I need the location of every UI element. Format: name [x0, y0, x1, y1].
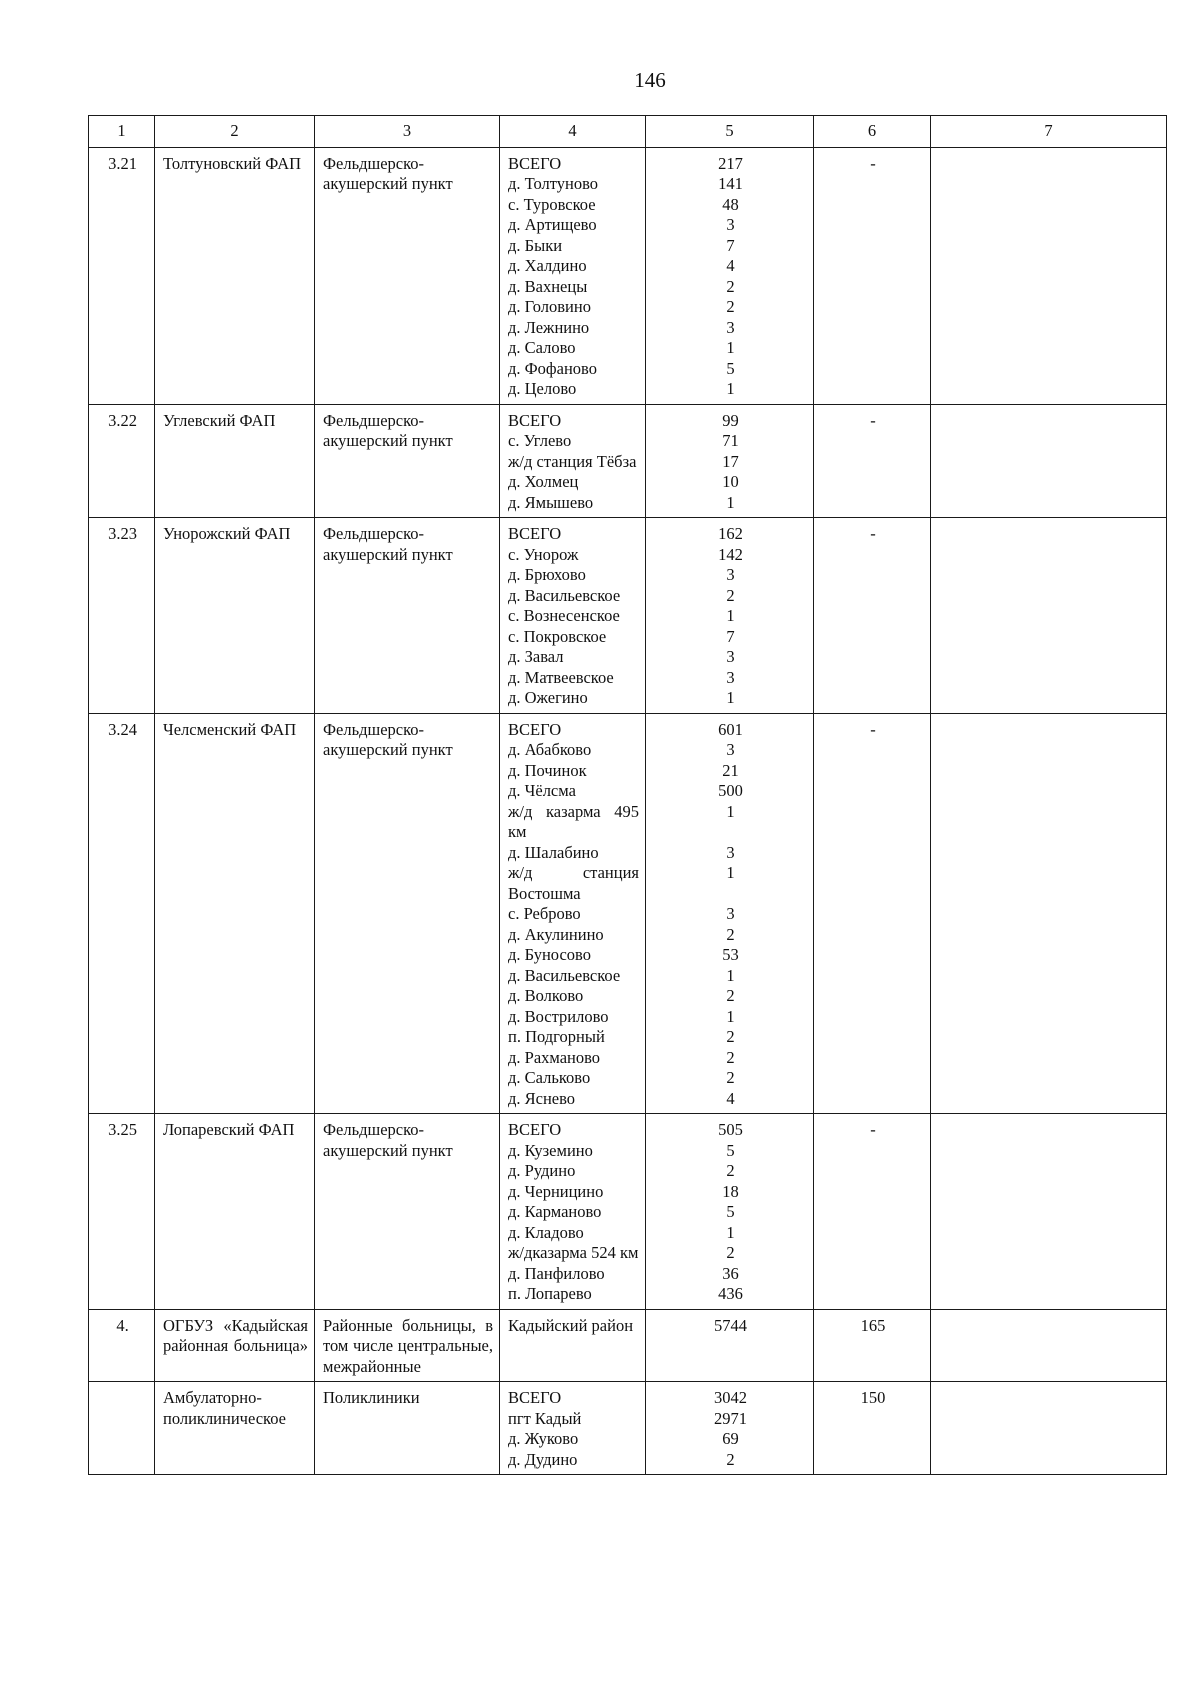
settlement-name: д. Рахманово: [508, 1047, 601, 1067]
row-number-cell: [89, 1309, 155, 1382]
table-row: [89, 1309, 1167, 1382]
settlement-name: д. Буносово: [508, 945, 591, 964]
settlement-name: с. Углево: [508, 431, 572, 450]
organization-name: Толтуновский ФАП: [163, 153, 302, 173]
population-value: 2: [726, 276, 735, 296]
settlement-name: ж/д станция: [508, 863, 639, 882]
settlement-name: д. Куземино: [508, 1140, 593, 1160]
population-value: 601: [718, 719, 743, 739]
population-value: 436: [718, 1284, 743, 1303]
settlement-name: д. Кладово: [508, 1222, 584, 1242]
settlement-name: Кадыйский район: [508, 1315, 634, 1335]
population-cell: [646, 1309, 814, 1382]
facility-type-cell: [315, 1114, 500, 1310]
population-value: 71: [722, 431, 739, 450]
settlement-name: д. Салово: [508, 338, 576, 357]
column-6-value: -: [870, 1120, 876, 1139]
row-number: 3.24: [108, 719, 137, 739]
settlements-cell: [500, 713, 646, 1114]
population-value: 4: [726, 1088, 735, 1108]
settlements-cell: [500, 404, 646, 518]
settlement-name: д. Артищево: [508, 215, 597, 234]
settlement-name: ВСЕГО: [508, 1120, 562, 1139]
population-value: 1: [726, 606, 735, 625]
population-cell: [646, 404, 814, 518]
population-value: 217: [718, 153, 743, 173]
settlement-name: с. Реброво: [508, 904, 581, 923]
settlement-name: ж/д казарма 495: [508, 801, 639, 821]
settlement-name: д. Холмец: [508, 472, 579, 491]
table-row: [89, 147, 1167, 404]
column-6-value: 165: [860, 1315, 886, 1335]
header-cell: 1: [89, 116, 155, 148]
population-value: 3: [726, 317, 735, 337]
settlement-name: д. Вострилово: [508, 1006, 609, 1026]
facilities-table: [88, 115, 1167, 1475]
population-value: 1: [726, 863, 735, 882]
table-row: [89, 518, 1167, 714]
row-number: 3.22: [108, 410, 137, 430]
facility-type-line: Фельдшерско-: [323, 1120, 425, 1139]
column-7-cell: [931, 518, 1167, 714]
table-row: [89, 1382, 1167, 1475]
population-value: 5: [726, 358, 735, 378]
column-7-cell: [931, 1382, 1167, 1475]
settlement-name: ВСЕГО: [508, 719, 562, 739]
population-value: 3: [726, 647, 735, 666]
organization-name: Лопаревский ФАП: [163, 1120, 295, 1139]
row-number: 4.: [116, 1315, 129, 1335]
population-value: 3: [726, 215, 735, 234]
column-6-cell: [814, 713, 931, 1114]
facility-type-cell: [315, 147, 500, 404]
population-cell: [646, 1382, 814, 1475]
header-cell: 6: [814, 116, 931, 148]
settlement-name: д. Волково: [508, 986, 584, 1005]
population-value: 141: [718, 174, 743, 193]
organization-cell: [155, 713, 315, 1114]
organization-name: ОГБУЗ «Кадыйская районная больница»: [163, 1315, 308, 1355]
row-number-cell: [89, 518, 155, 714]
header-cell: 5: [646, 116, 814, 148]
settlement-name: д. Матвеевское: [508, 667, 614, 687]
settlement-name: д. Акулинино: [508, 924, 604, 944]
header-cell: 3: [315, 116, 500, 148]
settlement-name: ж/дказарма 524 км: [508, 1243, 639, 1262]
population-value: 2: [726, 986, 735, 1005]
organization-cell: [155, 404, 315, 518]
organization-name: Углевский ФАП: [163, 410, 276, 430]
column-6-value: 150: [860, 1388, 886, 1407]
organization-cell: [155, 1309, 315, 1382]
settlement-name: ВСЕГО: [508, 524, 562, 543]
row-number: 3.25: [108, 1120, 137, 1139]
settlement-name: д. Быки: [508, 235, 563, 255]
population-value: 1: [726, 379, 735, 398]
population-cell: [646, 518, 814, 714]
header-cell: 7: [931, 116, 1167, 148]
facility-type-line: акушерский пункт: [323, 740, 453, 759]
facility-type-cell: [315, 1382, 500, 1475]
settlement-name: д. Головино: [508, 297, 591, 316]
settlement-name: п. Подгорный: [508, 1027, 605, 1046]
population-value: 5: [726, 1202, 735, 1221]
column-6-value: -: [870, 153, 876, 173]
facility-type-cell: [315, 404, 500, 518]
population-value: [654, 822, 807, 843]
settlement-name: д. Яснево: [508, 1088, 576, 1108]
settlement-name: ВСЕГО: [508, 410, 562, 430]
column-6-value: -: [870, 524, 876, 543]
population-value: 162: [718, 524, 743, 543]
facility-type-cell: [315, 713, 500, 1114]
facility-type-line: акушерский пункт: [323, 174, 453, 193]
settlement-name: д. Фофаново: [508, 358, 597, 378]
population-value: 17: [722, 451, 739, 471]
column-7-cell: [931, 404, 1167, 518]
settlement-name: д. Чёлсма: [508, 781, 576, 800]
population-value: 2: [726, 924, 735, 944]
settlement-name: д. Жуково: [508, 1429, 579, 1448]
settlement-name: д. Целово: [508, 379, 577, 398]
column-6-cell: [814, 1382, 931, 1475]
settlement-name: с. Покровское: [508, 626, 607, 646]
row-number-cell: [89, 404, 155, 518]
population-value: 1: [726, 1006, 735, 1026]
settlement-name: д. Завал: [508, 647, 564, 666]
organization-cell: [155, 518, 315, 714]
population-value: 500: [718, 781, 743, 800]
population-value: 1: [726, 492, 735, 512]
settlement-name: п. Лопарево: [508, 1284, 592, 1303]
population-value: 36: [722, 1263, 739, 1283]
settlement-name: км: [508, 822, 527, 841]
population-value: 5: [726, 1140, 735, 1160]
settlement-name: д. Халдино: [508, 256, 587, 275]
row-number-cell: [89, 147, 155, 404]
population-value: 21: [722, 760, 739, 780]
population-value: 1: [726, 338, 735, 357]
settlement-name: ВСЕГО: [508, 1388, 562, 1407]
settlement-name: д. Починок: [508, 760, 587, 780]
population-value: 1: [726, 801, 735, 821]
row-number-cell: [89, 713, 155, 1114]
settlements-cell: [500, 1382, 646, 1475]
table-row: [89, 713, 1167, 1114]
column-6-cell: [814, 518, 931, 714]
table-row: [89, 1114, 1167, 1310]
facility-type-line: Фельдшерско-: [323, 153, 425, 173]
population-value: 1: [726, 688, 735, 707]
facility-type-line: Фельдшерско-: [323, 719, 425, 739]
header-cell: 4: [500, 116, 646, 148]
organization-name: Амбулаторно-поликлиническое: [163, 1388, 286, 1428]
population-value: 3: [726, 740, 735, 759]
population-value: 2: [726, 1449, 735, 1469]
header-row: [89, 116, 1167, 148]
settlement-name: д. Вахнецы: [508, 276, 588, 296]
settlement-name: с. Туровское: [508, 194, 596, 214]
population-value: 2: [726, 1243, 735, 1262]
population-value: 53: [722, 945, 739, 964]
population-value: 3: [726, 904, 735, 923]
settlement-name: д. Карманово: [508, 1202, 602, 1221]
organization-cell: [155, 1114, 315, 1310]
settlement-name: ВСЕГО: [508, 153, 562, 173]
population-value: 99: [722, 410, 739, 430]
population-value: 4: [726, 256, 735, 275]
organization-name: Унорожский ФАП: [163, 524, 291, 543]
population-cell: [646, 147, 814, 404]
settlements-cell: [500, 1309, 646, 1382]
column-7-cell: [931, 1114, 1167, 1310]
population-value: 3: [726, 565, 735, 584]
settlements-cell: [500, 518, 646, 714]
facility-type-line: акушерский пункт: [323, 431, 453, 450]
settlement-name: д. Рудино: [508, 1161, 576, 1180]
population-cell: [646, 1114, 814, 1310]
population-value: 2: [726, 1161, 735, 1180]
settlement-name: Востошма: [508, 883, 581, 903]
column-7-cell: [931, 1309, 1167, 1382]
settlement-name: д. Васильевское: [508, 585, 621, 605]
facility-type-line: акушерский пункт: [323, 1140, 453, 1160]
facility-type-cell: [315, 1309, 500, 1382]
settlement-name: ж/д станция Тёбза: [508, 451, 637, 471]
row-number: 3.21: [108, 153, 137, 173]
population-value: 505: [718, 1120, 743, 1139]
population-value: 3: [726, 842, 735, 862]
population-value: 3042: [714, 1388, 747, 1407]
population-value: 142: [718, 544, 743, 564]
row-number: 3.23: [108, 524, 137, 543]
column-6-cell: [814, 147, 931, 404]
column-7-cell: [931, 147, 1167, 404]
population-value: 2971: [714, 1408, 747, 1428]
column-6-value: -: [870, 719, 876, 739]
population-value: 18: [722, 1181, 739, 1201]
settlement-name: д. Ямышево: [508, 492, 594, 512]
page-number: 146: [634, 68, 666, 92]
population-value: 1: [726, 965, 735, 985]
facility-type-line: Поликлиники: [323, 1388, 420, 1407]
population-cell: [646, 713, 814, 1114]
population-value: 7: [726, 235, 735, 255]
settlement-name: д. Лежнино: [508, 317, 590, 337]
settlement-name: д. Абабково: [508, 740, 592, 759]
population-value: 10: [722, 472, 739, 491]
settlement-name: пгт Кадый: [508, 1408, 582, 1428]
population-value: 2: [726, 1047, 735, 1067]
header-cell: 2: [155, 116, 315, 148]
column-6-cell: [814, 404, 931, 518]
settlement-name: с. Унорож: [508, 544, 579, 564]
facility-type-line: Районные больницы, в том числе центральные, межрайонные: [323, 1315, 493, 1376]
organization-cell: [155, 147, 315, 404]
organization-name: Челсменский ФАП: [163, 719, 297, 739]
population-value: 7: [726, 626, 735, 646]
settlement-name: д. Черницино: [508, 1181, 604, 1201]
population-value: 69: [722, 1429, 739, 1448]
facility-type-line: Фельдшерско-: [323, 410, 425, 430]
column-6-value: -: [870, 410, 876, 430]
settlement-name: д. Брюхово: [508, 565, 586, 584]
column-6-cell: [814, 1114, 931, 1310]
facility-type-line: акушерский пункт: [323, 544, 453, 564]
settlement-name: д. Сальково: [508, 1068, 591, 1087]
settlement-name: д. Панфилово: [508, 1263, 605, 1283]
population-value: 48: [722, 194, 739, 214]
population-value: 3: [726, 667, 735, 687]
table-row: [89, 404, 1167, 518]
column-7-cell: [931, 713, 1167, 1114]
population-value: 2: [726, 1027, 735, 1046]
settlement-name: д. Васильевское: [508, 965, 621, 985]
settlement-name: д. Ожегино: [508, 688, 588, 707]
settlement-name: с. Вознесенское: [508, 606, 620, 625]
row-number-cell: [89, 1114, 155, 1310]
settlements-cell: [500, 147, 646, 404]
population-value: 1: [726, 1222, 735, 1242]
settlement-name: д. Толтуново: [508, 174, 599, 193]
population-value: 5744: [714, 1315, 747, 1335]
facility-type-cell: [315, 518, 500, 714]
settlement-name: д. Шалабино: [508, 842, 599, 862]
facility-type-line: Фельдшерско-: [323, 524, 425, 543]
population-value: 2: [726, 297, 735, 316]
population-value: [654, 884, 807, 905]
organization-cell: [155, 1382, 315, 1475]
row-number-cell: [89, 1382, 155, 1475]
population-value: 2: [726, 585, 735, 605]
settlement-name: д. Дудино: [508, 1449, 578, 1469]
settlements-cell: [500, 1114, 646, 1310]
population-value: 2: [726, 1068, 735, 1087]
column-6-cell: [814, 1309, 931, 1382]
